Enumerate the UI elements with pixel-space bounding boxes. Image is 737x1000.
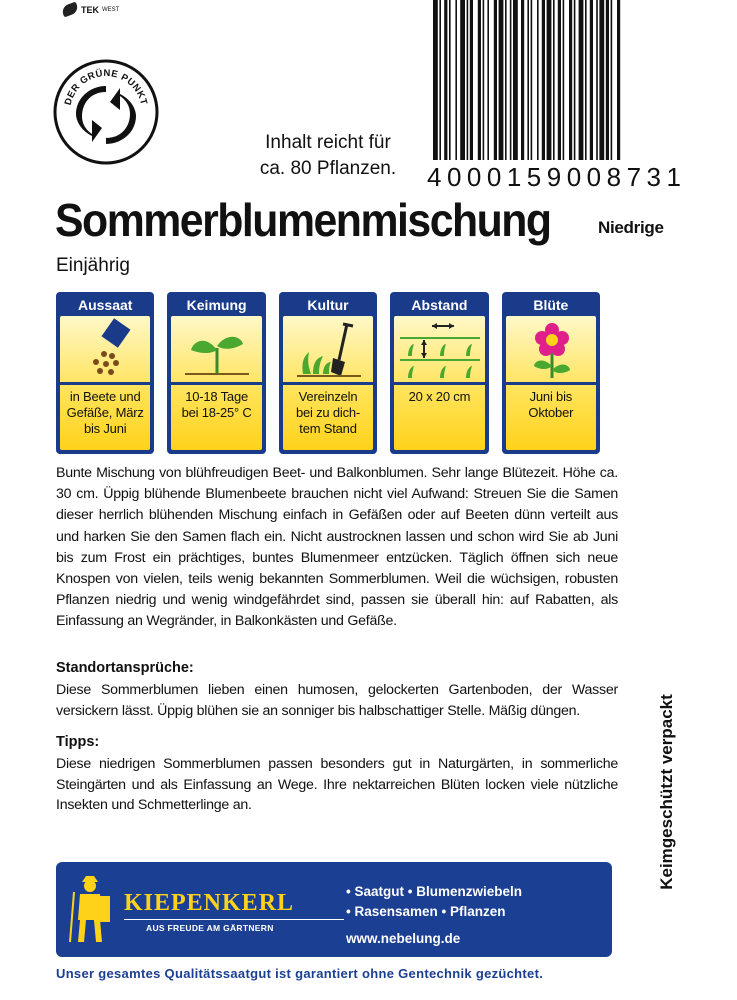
product-range <box>346 882 522 922</box>
icon-card-text: 10-18 Tage <box>185 389 249 404</box>
barcode-bar <box>449 0 451 160</box>
barcode-bar <box>510 0 512 160</box>
growing-info-icons <box>56 292 600 454</box>
icon-card-text: tem Stand <box>299 421 357 436</box>
icon-card-header: Aussaat <box>77 297 133 313</box>
barcode-bar <box>599 0 604 160</box>
barcode-bar <box>617 0 620 160</box>
location-text: Diese Sommerblumen lieben einen humosen, gelockerten Gartenboden, der Wasser versickern lässt. Üppig blühen sie an sonniger bis halbschattiger Stelle. Mäßig düngen. <box>56 682 618 719</box>
barcode-bar <box>433 0 438 160</box>
barcode-bar <box>499 0 504 160</box>
barcode-bar <box>494 0 497 160</box>
barcode-bar <box>537 0 539 160</box>
barcode-bar <box>521 0 524 160</box>
icon-card-text: Vereinzeln <box>298 389 358 404</box>
contents-line-2: ca. 80 Pflanzen. <box>259 158 397 179</box>
spacing-icon <box>394 316 484 382</box>
product-description: Bunte Mischung von blühfreudigen Beet- und Balkonblumen. Sehr lange Blütezeit. Höhe ca. 30 cm. Üppig blühende Blumenbeete brauchen nicht viel Aufwand: Streuen Sie die Samen dieser herrlich blühenden Mischung einfach in Gefäßen oder auf Beeten dünn verteilt aus und harken Sie den Samen flach ein. Nicht austrocknen lassen und schon wird Sie ab Juni bis zum Frost ein prächtiges, buntes Blumenmeer entzücken. Täglich öffnen sich neue Knospen von vielen, teils wenig bekannten Sommerblumen. Weil die wüchsigen, robusten Pflanzen niedrig und wenig windgefährdet sind, passen sie überall hin: auf Rabatten, als Einfassung an Wegränder, in Balkonkästen und Gefäße. <box>56 465 618 630</box>
contents-info <box>228 130 428 182</box>
icon-card-sowing <box>56 292 154 454</box>
barcode-bar <box>606 0 609 160</box>
barcode-bar <box>558 0 561 160</box>
barcode-bar <box>585 0 587 160</box>
icon-card-header: Kultur <box>307 297 349 313</box>
icon-card-text: 20 x 20 cm <box>408 389 471 404</box>
barcode-bar <box>483 0 485 160</box>
barcode-bar <box>531 0 533 160</box>
product-variant: Niedrige <box>598 218 664 237</box>
product-type: Einjährig <box>56 255 130 276</box>
barcode-bar <box>467 0 469 160</box>
icon-card-text: bei zu dich- <box>295 405 361 420</box>
tips-heading: Tipps: <box>56 734 100 750</box>
barcode-bar <box>542 0 545 160</box>
barcode-bar <box>455 0 457 160</box>
brand-banner <box>56 862 612 957</box>
tips-text: Diese niedrigen Sommerblumen passen besonders gut in Naturgärten, in sommerliche Steingärten und als Einfassung an Wege. Ihre nektarreichen Blüten locken viele nützliche Insekten und Schmetterlinge an. <box>56 756 618 813</box>
icon-card-germination <box>167 292 265 454</box>
barcode-bar <box>527 0 529 160</box>
barcode-bar <box>590 0 593 160</box>
tek-logo-text: TEK <box>81 4 99 15</box>
icon-card-bloom <box>502 292 600 454</box>
icon-card-header: Abstand <box>411 297 468 313</box>
side-note-text: Keimgeschützt verpackt <box>657 694 676 890</box>
kiepenkerl-figure-icon <box>68 876 114 946</box>
barcode-bar <box>487 0 489 160</box>
icon-card-header: Blüte <box>533 297 569 313</box>
barcode-bar <box>611 0 613 160</box>
icon-card-text: bis Juni <box>83 421 127 436</box>
barcode-bar <box>460 0 465 160</box>
svg-text:DER GRÜNE PUNKT: DER GRÜNE PUNKT <box>62 67 150 107</box>
leaf-icon <box>61 2 80 18</box>
location-heading: Standortansprüche: <box>56 660 194 676</box>
kiepenkerl-logo <box>68 876 338 946</box>
flower-icon <box>506 316 596 382</box>
side-note <box>647 672 687 912</box>
icon-card-text: bei 18-25° C <box>181 405 252 420</box>
barcode-bar <box>513 0 518 160</box>
barcode-bar <box>505 0 507 160</box>
barcode-bar <box>439 0 441 160</box>
icon-card-text: in Beete und <box>69 389 141 404</box>
seedling-icon <box>171 316 261 382</box>
barcode-bar <box>547 0 552 160</box>
tek-logo <box>62 4 119 15</box>
icon-card-cultivation <box>279 292 377 454</box>
icon-card-text: Oktober <box>528 405 574 420</box>
icon-card-spacing <box>390 292 488 454</box>
icon-card-text: Gefäße, März <box>66 405 144 420</box>
barcode-bar <box>596 0 598 160</box>
green-dot-recycling-icon <box>52 58 160 166</box>
website-link[interactable]: www.nebelung.de <box>346 931 461 946</box>
barcode-bar <box>553 0 555 160</box>
brand-name: KIEPENKERL <box>124 890 295 916</box>
brand-motto: AUS FREUDE AM GÄRTNERN <box>146 923 274 933</box>
product-range-line: • Saatgut • Blumenzwiebeln <box>346 884 522 899</box>
icon-card-text: Juni bis <box>529 389 573 404</box>
barcode-bar <box>574 0 576 160</box>
barcode-bar <box>563 0 565 160</box>
gmo-free-notice: Unser gesamtes Qualitätssaatgut ist garantiert ohne Gentechnik gezüchtet. <box>56 966 544 981</box>
icon-card-header: Keimung <box>186 297 247 313</box>
barcode-bar <box>478 0 481 160</box>
contents-line-1: Inhalt reicht für <box>265 132 391 153</box>
barcode-bar <box>470 0 473 160</box>
product-range-line: • Rasensamen • Pflanzen <box>346 904 506 919</box>
barcode-bar <box>579 0 584 160</box>
barcode <box>427 0 690 165</box>
barcode-bar <box>569 0 572 160</box>
tek-logo-suffix: WEST <box>102 6 120 13</box>
shovel-icon <box>283 316 373 382</box>
product-title: Sommerblumenmischung <box>55 194 551 246</box>
barcode-number: 4000159008731 <box>427 162 687 192</box>
seed-packet-icon <box>60 316 150 382</box>
barcode-bar <box>444 0 447 160</box>
